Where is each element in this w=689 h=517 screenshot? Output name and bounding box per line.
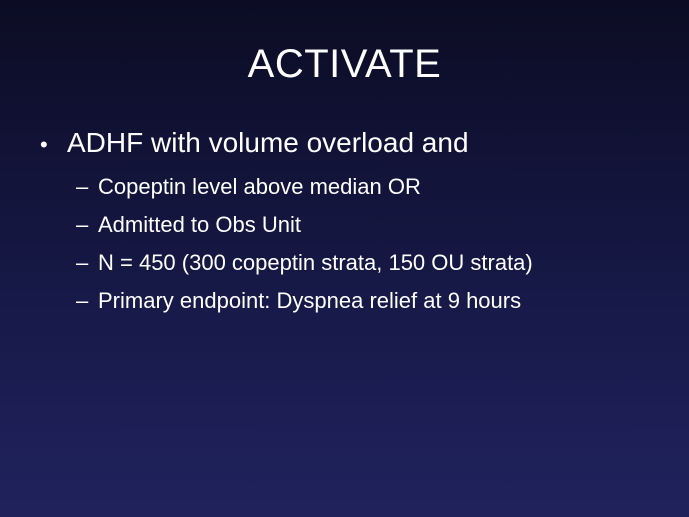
sub-bullet-item — [76, 282, 680, 320]
sub-bullet-item — [76, 168, 680, 206]
bullet-item — [40, 122, 680, 166]
bullet-text: ADHF with volume overload and — [67, 127, 469, 158]
sub-bullet-list — [76, 168, 680, 320]
dash-icon: – — [76, 174, 89, 199]
sub-bullet-item — [76, 244, 680, 282]
bullet-icon: • — [40, 132, 48, 157]
sub-bullet-text: Admitted to Obs Unit — [98, 212, 301, 237]
sub-bullet-text: Copeptin level above median OR — [98, 174, 421, 199]
sub-bullet-text: N = 450 (300 copeptin strata, 150 OU strata) — [98, 250, 533, 275]
dash-icon: – — [76, 212, 89, 237]
slide-title: ACTIVATE — [247, 42, 442, 86]
sub-bullet-text: Primary endpoint: Dyspnea relief at 9 hours — [98, 288, 522, 313]
dash-icon: – — [76, 250, 89, 275]
slide-content — [40, 122, 680, 320]
dash-icon: – — [76, 288, 89, 313]
sub-bullet-item — [76, 206, 680, 244]
